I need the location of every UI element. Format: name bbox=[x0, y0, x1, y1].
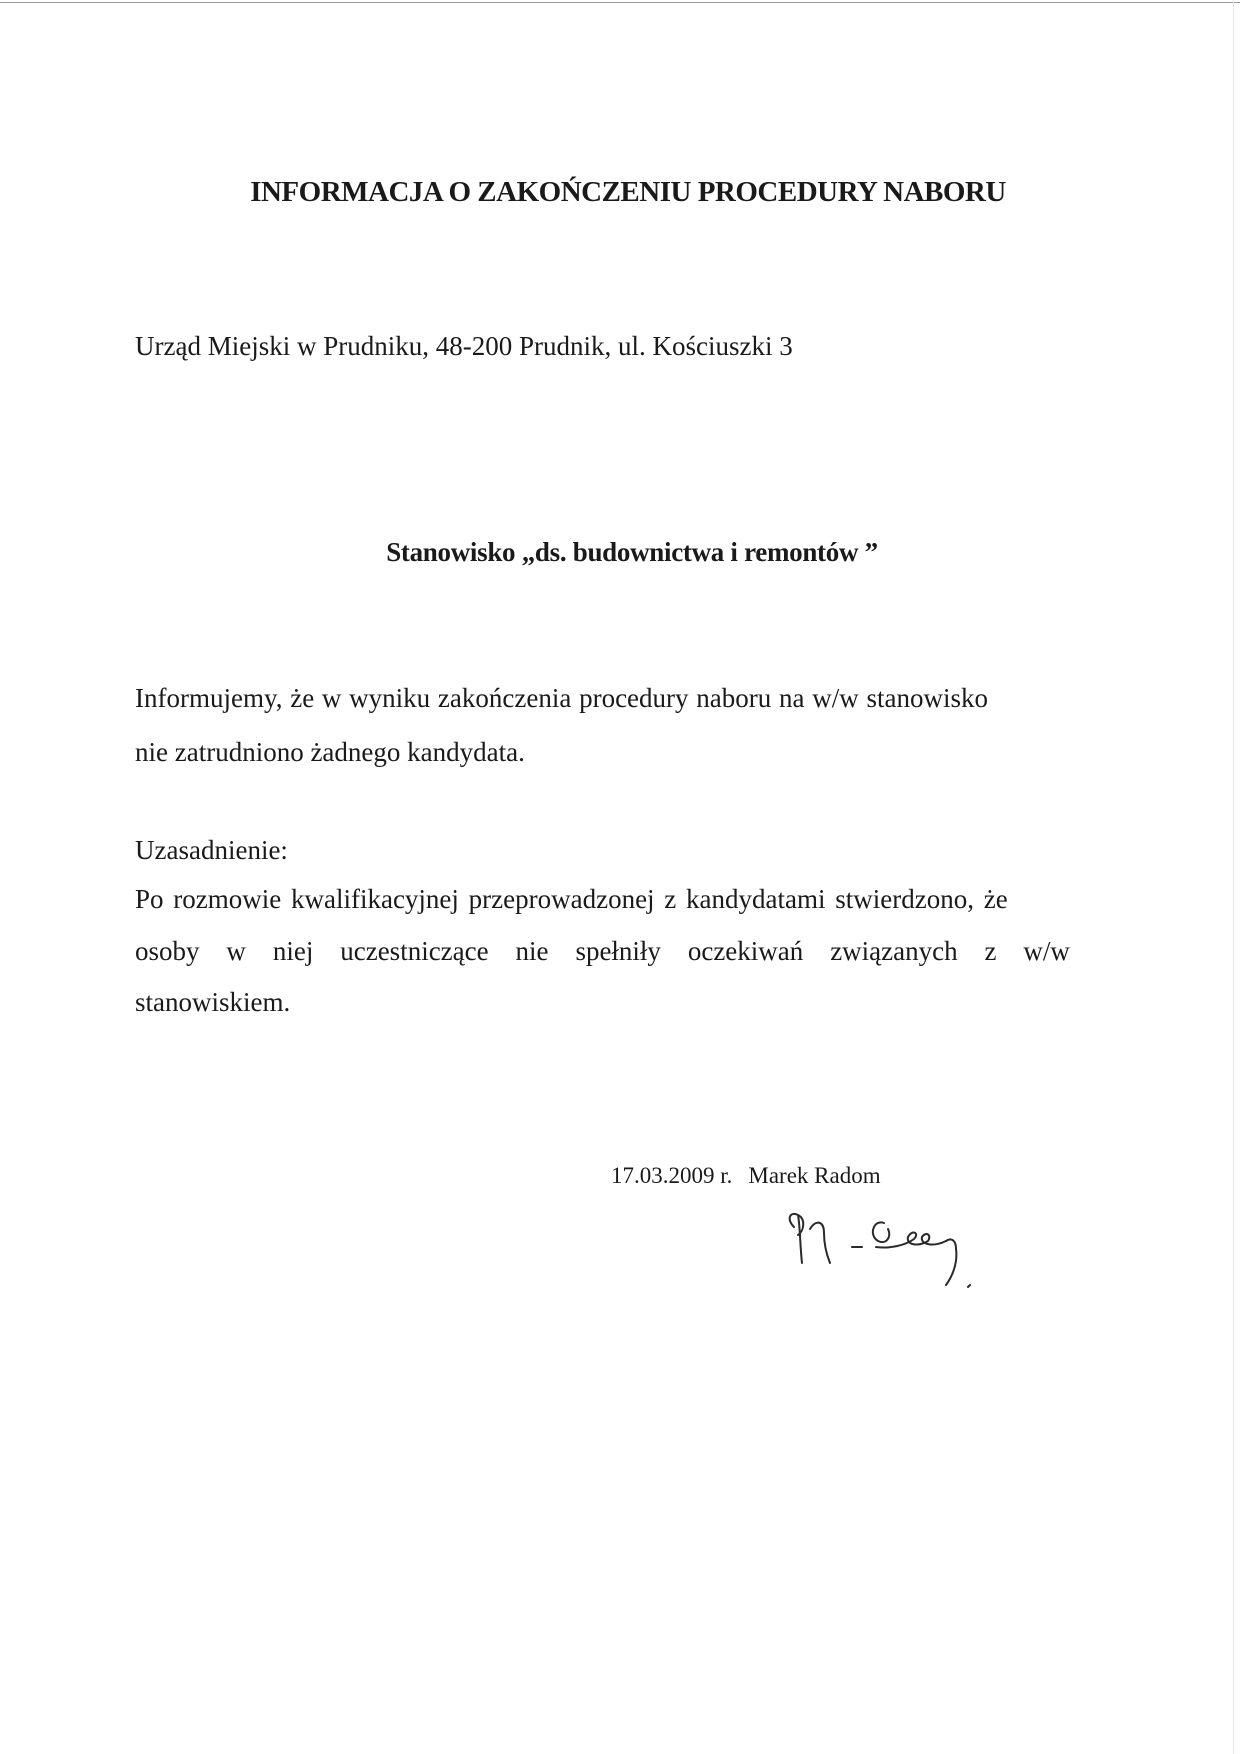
justification-word: związanych bbox=[830, 936, 958, 966]
justification-word: spełniły bbox=[575, 936, 661, 966]
justification-word: oczekiwań bbox=[687, 936, 804, 966]
justification-line-1: Po rozmowie kwalifikacyjnej przeprowadzonej z kandydatami stwierdzono, że bbox=[135, 884, 1008, 914]
justification-word: osoby bbox=[135, 936, 200, 966]
justification-word: w/w bbox=[1023, 936, 1070, 966]
signature-line bbox=[611, 1163, 881, 1189]
justification-label: Uzasadnienie: bbox=[135, 835, 288, 865]
scan-edge-top bbox=[0, 2, 1240, 3]
justification-word: z bbox=[984, 936, 997, 966]
justification-line-3: stanowiskiem. bbox=[135, 987, 291, 1017]
information-line-1: Informujemy, że w wyniku zakończenia procedury naboru na w/w stanowisko bbox=[135, 683, 988, 713]
document-date: 17.03.2009 r. bbox=[611, 1163, 733, 1188]
job-position-title: Stanowisko „ds. budownictwa i remontów ” bbox=[386, 537, 878, 567]
scan-edge-right bbox=[1233, 0, 1234, 1754]
justification-word: uczestniczące bbox=[340, 936, 489, 966]
office-address: Urząd Miejski w Prudniku, 48-200 Prudnik, ul. Kościuszki 3 bbox=[135, 331, 793, 361]
handwritten-signature bbox=[780, 1205, 1000, 1300]
signatory-name: Marek Radom bbox=[748, 1163, 881, 1188]
document-heading: INFORMACJA O ZAKOŃCZENIU PROCEDURY NABORU bbox=[250, 176, 1006, 208]
signature-strokes bbox=[790, 1214, 970, 1287]
information-line-2: nie zatrudniono żadnego kandydata. bbox=[135, 737, 525, 767]
justification-line-2 bbox=[135, 936, 1070, 967]
justification-word: w bbox=[226, 936, 246, 966]
justification-word: nie bbox=[515, 936, 549, 966]
justification-word: niej bbox=[272, 936, 314, 966]
